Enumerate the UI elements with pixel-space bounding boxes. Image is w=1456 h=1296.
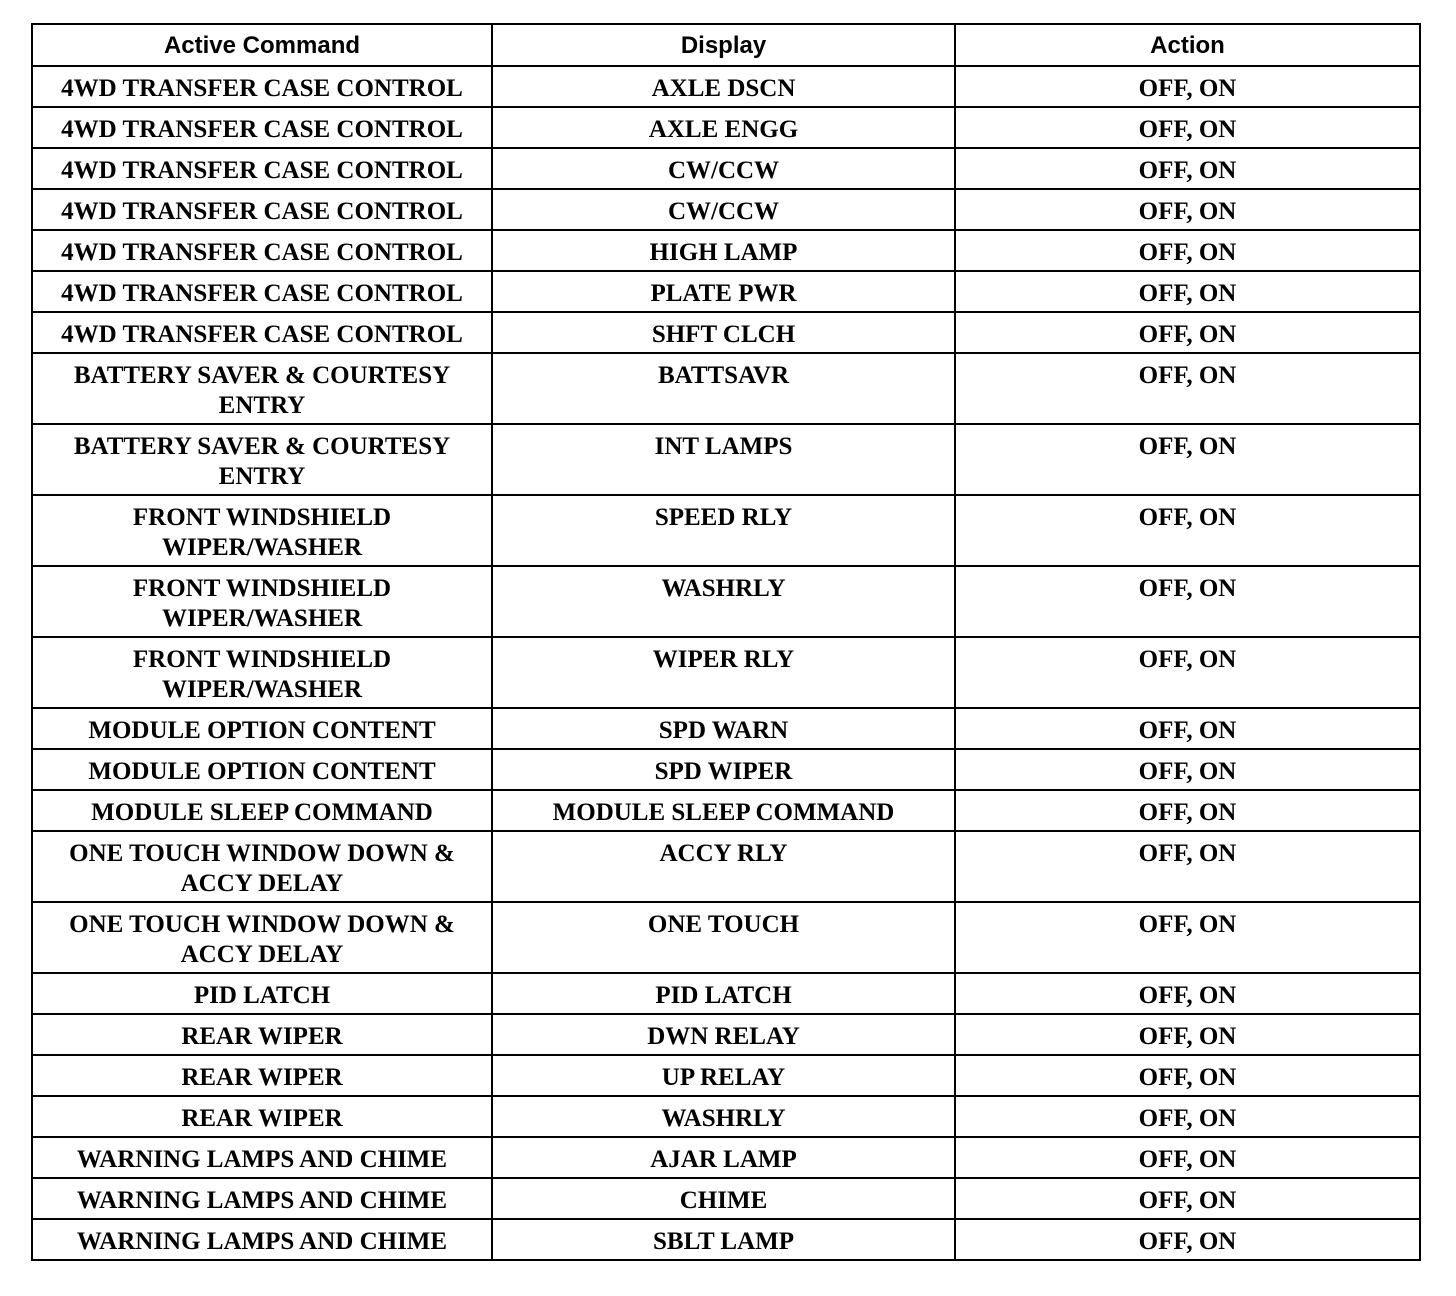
table-row — [32, 1014, 1420, 1055]
command-cell: MODULE SLEEP COMMAND — [32, 790, 492, 831]
action-cell: OFF, ON — [955, 230, 1420, 271]
table-row — [32, 66, 1420, 107]
display-cell: MODULE SLEEP COMMAND — [492, 790, 955, 831]
table-body — [32, 66, 1420, 1260]
display-cell: BATTSAVR — [492, 353, 955, 424]
action-cell: OFF, ON — [955, 495, 1420, 566]
display-cell: SHFT CLCH — [492, 312, 955, 353]
table-row — [32, 1178, 1420, 1219]
command-cell: 4WD TRANSFER CASE CONTROL — [32, 66, 492, 107]
table-row — [32, 230, 1420, 271]
command-cell: 4WD TRANSFER CASE CONTROL — [32, 148, 492, 189]
action-cell: OFF, ON — [955, 637, 1420, 708]
table-header — [32, 24, 1420, 66]
action-cell: OFF, ON — [955, 189, 1420, 230]
table-row — [32, 271, 1420, 312]
table-row — [32, 708, 1420, 749]
action-cell: OFF, ON — [955, 66, 1420, 107]
action-cell: OFF, ON — [955, 353, 1420, 424]
display-cell: WIPER RLY — [492, 637, 955, 708]
command-cell: WARNING LAMPS AND CHIME — [32, 1178, 492, 1219]
command-cell: 4WD TRANSFER CASE CONTROL — [32, 107, 492, 148]
display-cell: CW/CCW — [492, 189, 955, 230]
action-cell: OFF, ON — [955, 1055, 1420, 1096]
table-row — [32, 831, 1420, 902]
display-cell: AJAR LAMP — [492, 1137, 955, 1178]
display-cell: SPD WARN — [492, 708, 955, 749]
action-cell: OFF, ON — [955, 148, 1420, 189]
table-row — [32, 1055, 1420, 1096]
action-cell: OFF, ON — [955, 566, 1420, 637]
command-cell: 4WD TRANSFER CASE CONTROL — [32, 271, 492, 312]
table-row — [32, 189, 1420, 230]
display-cell: WASHRLY — [492, 1096, 955, 1137]
table-row — [32, 1137, 1420, 1178]
action-cell: OFF, ON — [955, 1137, 1420, 1178]
header-display: Display — [492, 24, 955, 66]
table-row — [32, 353, 1420, 424]
action-cell: OFF, ON — [955, 107, 1420, 148]
table-row — [32, 1219, 1420, 1260]
command-cell: FRONT WINDSHIELD WIPER/WASHER — [32, 637, 492, 708]
command-cell: REAR WIPER — [32, 1096, 492, 1137]
command-cell: WARNING LAMPS AND CHIME — [32, 1219, 492, 1260]
action-cell: OFF, ON — [955, 1014, 1420, 1055]
display-cell: AXLE ENGG — [492, 107, 955, 148]
display-cell: AXLE DSCN — [492, 66, 955, 107]
display-cell: ACCY RLY — [492, 831, 955, 902]
command-cell: MODULE OPTION CONTENT — [32, 749, 492, 790]
display-cell: SPEED RLY — [492, 495, 955, 566]
display-cell: SPD WIPER — [492, 749, 955, 790]
command-cell: REAR WIPER — [32, 1055, 492, 1096]
action-cell: OFF, ON — [955, 1178, 1420, 1219]
command-cell: REAR WIPER — [32, 1014, 492, 1055]
display-cell: UP RELAY — [492, 1055, 955, 1096]
display-cell: HIGH LAMP — [492, 230, 955, 271]
command-cell: WARNING LAMPS AND CHIME — [32, 1137, 492, 1178]
action-cell: OFF, ON — [955, 831, 1420, 902]
table-row — [32, 749, 1420, 790]
display-cell: DWN RELAY — [492, 1014, 955, 1055]
command-cell: ONE TOUCH WINDOW DOWN & ACCY DELAY — [32, 831, 492, 902]
action-cell: OFF, ON — [955, 790, 1420, 831]
command-cell: MODULE OPTION CONTENT — [32, 708, 492, 749]
table-row — [32, 312, 1420, 353]
action-cell: OFF, ON — [955, 708, 1420, 749]
table-row — [32, 902, 1420, 973]
action-cell: OFF, ON — [955, 424, 1420, 495]
action-cell: OFF, ON — [955, 1219, 1420, 1260]
table-row — [32, 424, 1420, 495]
display-cell: CW/CCW — [492, 148, 955, 189]
display-cell: PLATE PWR — [492, 271, 955, 312]
table-row — [32, 107, 1420, 148]
table-row — [32, 637, 1420, 708]
display-cell: INT LAMPS — [492, 424, 955, 495]
header-active-command: Active Command — [32, 24, 492, 66]
command-cell: BATTERY SAVER & COURTESY ENTRY — [32, 353, 492, 424]
table-row — [32, 973, 1420, 1014]
command-cell: BATTERY SAVER & COURTESY ENTRY — [32, 424, 492, 495]
table-row — [32, 790, 1420, 831]
command-cell: FRONT WINDSHIELD WIPER/WASHER — [32, 495, 492, 566]
display-cell: SBLT LAMP — [492, 1219, 955, 1260]
header-row — [32, 24, 1420, 66]
action-cell: OFF, ON — [955, 271, 1420, 312]
display-cell: CHIME — [492, 1178, 955, 1219]
action-cell: OFF, ON — [955, 312, 1420, 353]
command-cell: 4WD TRANSFER CASE CONTROL — [32, 189, 492, 230]
display-cell: PID LATCH — [492, 973, 955, 1014]
command-cell: FRONT WINDSHIELD WIPER/WASHER — [32, 566, 492, 637]
table-row — [32, 148, 1420, 189]
action-cell: OFF, ON — [955, 902, 1420, 973]
table-row — [32, 495, 1420, 566]
active-command-table — [31, 23, 1421, 1261]
table-row — [32, 1096, 1420, 1137]
header-action: Action — [955, 24, 1420, 66]
action-cell: OFF, ON — [955, 1096, 1420, 1137]
table-row — [32, 566, 1420, 637]
action-cell: OFF, ON — [955, 749, 1420, 790]
command-cell: 4WD TRANSFER CASE CONTROL — [32, 312, 492, 353]
command-cell: 4WD TRANSFER CASE CONTROL — [32, 230, 492, 271]
action-cell: OFF, ON — [955, 973, 1420, 1014]
display-cell: WASHRLY — [492, 566, 955, 637]
display-cell: ONE TOUCH — [492, 902, 955, 973]
command-cell: PID LATCH — [32, 973, 492, 1014]
command-cell: ONE TOUCH WINDOW DOWN & ACCY DELAY — [32, 902, 492, 973]
